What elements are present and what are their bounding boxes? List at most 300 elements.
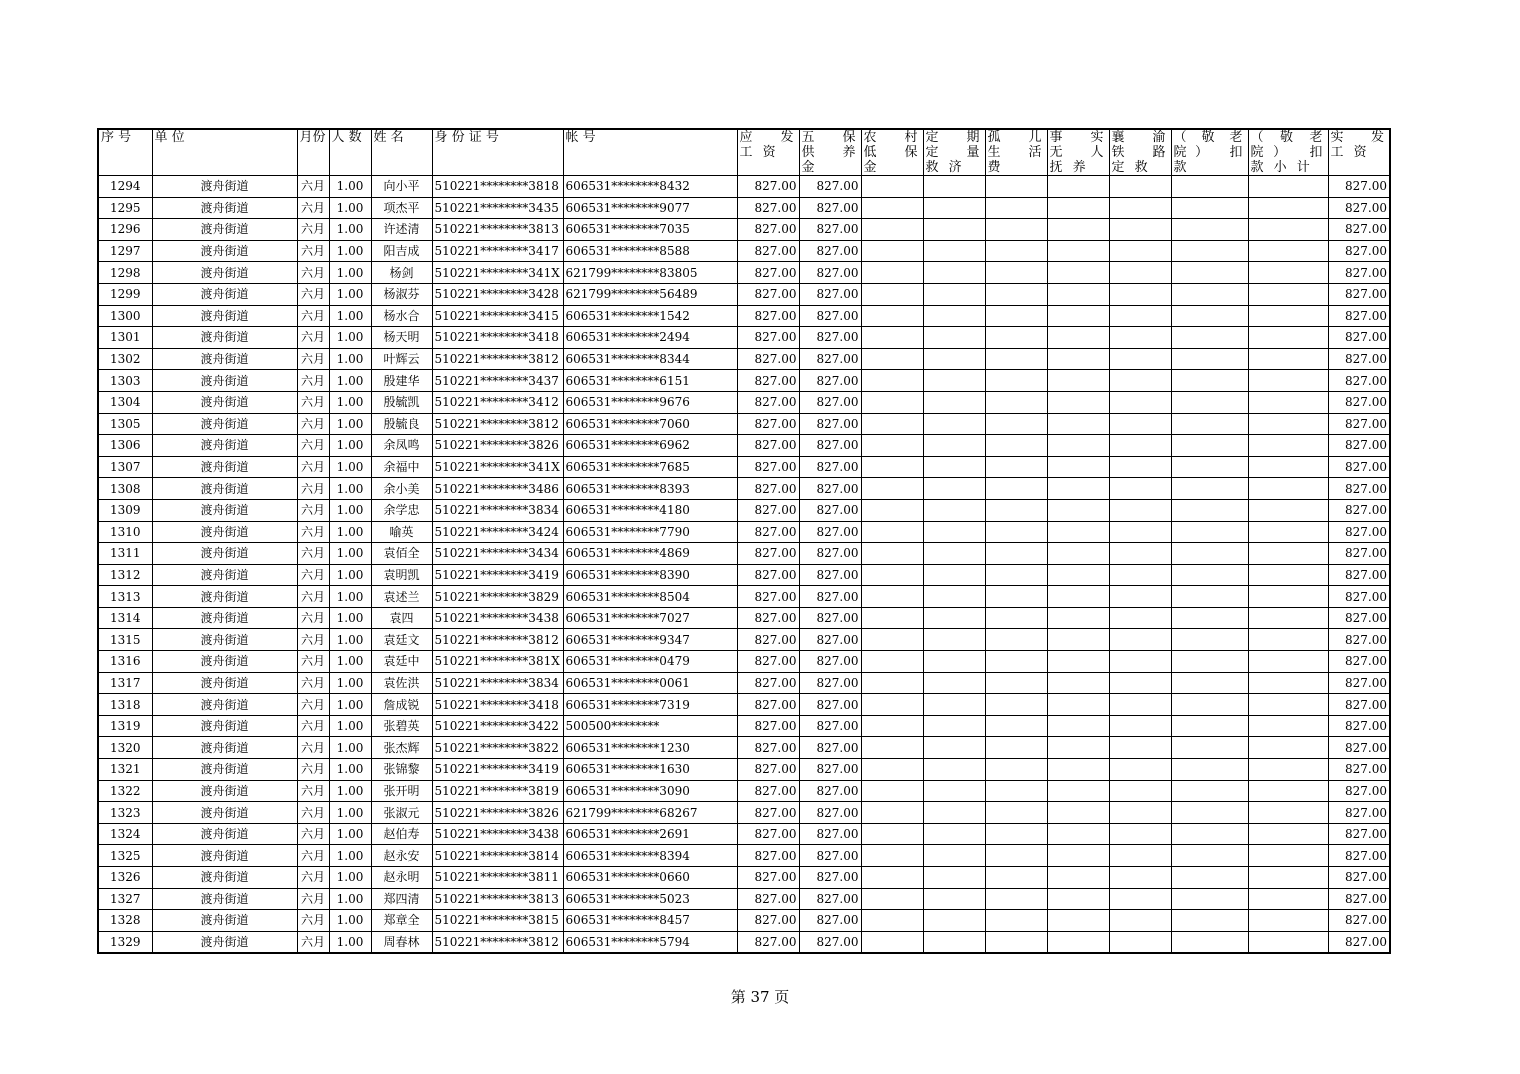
cell-deduct-subtotal bbox=[1248, 327, 1328, 349]
cell-railway bbox=[1109, 888, 1171, 910]
table-row bbox=[98, 543, 1390, 565]
cell-dingliang bbox=[923, 823, 985, 845]
cell-orphan bbox=[985, 802, 1047, 824]
cell-dibao bbox=[861, 672, 923, 694]
cell-count: 1.00 bbox=[329, 867, 371, 889]
cell-shishi bbox=[1047, 348, 1109, 370]
table-row bbox=[98, 413, 1390, 435]
cell-unit: 渡舟街道 bbox=[152, 305, 297, 327]
cell-month: 六月 bbox=[297, 262, 329, 284]
cell-net-pay: 827.00 bbox=[1328, 759, 1390, 781]
cell-dingliang bbox=[923, 672, 985, 694]
cell-name: 余福中 bbox=[371, 456, 432, 478]
cell-shishi bbox=[1047, 651, 1109, 673]
cell-name: 张锦黎 bbox=[371, 759, 432, 781]
cell-seq: 1328 bbox=[98, 910, 152, 932]
cell-id-card: 510221********3815 bbox=[432, 910, 563, 932]
cell-month: 六月 bbox=[297, 521, 329, 543]
cell-name: 殷建华 bbox=[371, 370, 432, 392]
cell-unit: 渡舟街道 bbox=[152, 780, 297, 802]
cell-railway bbox=[1109, 305, 1171, 327]
cell-railway bbox=[1109, 651, 1171, 673]
cell-name: 郑四清 bbox=[371, 888, 432, 910]
cell-dibao bbox=[861, 586, 923, 608]
cell-id-card: 510221********341X bbox=[432, 262, 563, 284]
cell-wubao: 827.00 bbox=[799, 370, 861, 392]
cell-deduct-subtotal bbox=[1248, 629, 1328, 651]
cell-deduct-subtotal bbox=[1248, 391, 1328, 413]
cell-wubao: 827.00 bbox=[799, 435, 861, 457]
cell-net-pay: 827.00 bbox=[1328, 262, 1390, 284]
cell-nursing-deduct bbox=[1171, 629, 1248, 651]
cell-id-card: 510221********3834 bbox=[432, 672, 563, 694]
cell-deduct-subtotal bbox=[1248, 499, 1328, 521]
cell-account: 606531********1230 bbox=[563, 737, 737, 759]
cell-deduct-subtotal bbox=[1248, 607, 1328, 629]
cell-month: 六月 bbox=[297, 176, 329, 198]
cell-count: 1.00 bbox=[329, 543, 371, 565]
cell-id-card: 510221********3438 bbox=[432, 823, 563, 845]
cell-count: 1.00 bbox=[329, 586, 371, 608]
cell-shishi bbox=[1047, 867, 1109, 889]
cell-wubao: 827.00 bbox=[799, 651, 861, 673]
header-due-pay: 应 发 工 资 bbox=[737, 129, 799, 176]
cell-dingliang bbox=[923, 888, 985, 910]
cell-nursing-deduct bbox=[1171, 176, 1248, 198]
cell-name: 袁四 bbox=[371, 607, 432, 629]
cell-deduct-subtotal bbox=[1248, 564, 1328, 586]
cell-month: 六月 bbox=[297, 737, 329, 759]
cell-account: 606531********8344 bbox=[563, 348, 737, 370]
cell-wubao: 827.00 bbox=[799, 802, 861, 824]
cell-id-card: 510221********3437 bbox=[432, 370, 563, 392]
cell-unit: 渡舟街道 bbox=[152, 413, 297, 435]
cell-orphan bbox=[985, 327, 1047, 349]
cell-net-pay: 827.00 bbox=[1328, 499, 1390, 521]
cell-railway bbox=[1109, 456, 1171, 478]
cell-name: 张杰辉 bbox=[371, 737, 432, 759]
cell-net-pay: 827.00 bbox=[1328, 327, 1390, 349]
cell-dingliang bbox=[923, 283, 985, 305]
cell-orphan bbox=[985, 780, 1047, 802]
cell-railway bbox=[1109, 629, 1171, 651]
cell-wubao: 827.00 bbox=[799, 521, 861, 543]
cell-name: 袁佐洪 bbox=[371, 672, 432, 694]
cell-wubao: 827.00 bbox=[799, 780, 861, 802]
cell-count: 1.00 bbox=[329, 910, 371, 932]
cell-dibao bbox=[861, 931, 923, 953]
cell-dibao bbox=[861, 715, 923, 737]
cell-id-card: 510221********3822 bbox=[432, 737, 563, 759]
cell-orphan bbox=[985, 219, 1047, 241]
cell-name: 郑章全 bbox=[371, 910, 432, 932]
cell-net-pay: 827.00 bbox=[1328, 931, 1390, 953]
cell-unit: 渡舟街道 bbox=[152, 543, 297, 565]
cell-month: 六月 bbox=[297, 564, 329, 586]
cell-due-pay: 827.00 bbox=[737, 651, 799, 673]
cell-dingliang bbox=[923, 521, 985, 543]
cell-deduct-subtotal bbox=[1248, 456, 1328, 478]
cell-id-card: 510221********3424 bbox=[432, 521, 563, 543]
cell-id-card: 510221********3438 bbox=[432, 607, 563, 629]
cell-account: 606531********2691 bbox=[563, 823, 737, 845]
cell-wubao: 827.00 bbox=[799, 823, 861, 845]
cell-count: 1.00 bbox=[329, 197, 371, 219]
cell-account: 606531********9347 bbox=[563, 629, 737, 651]
cell-account: 606531********8588 bbox=[563, 240, 737, 262]
cell-count: 1.00 bbox=[329, 305, 371, 327]
table-row bbox=[98, 694, 1390, 716]
cell-name: 杨天明 bbox=[371, 327, 432, 349]
cell-orphan bbox=[985, 521, 1047, 543]
cell-railway bbox=[1109, 759, 1171, 781]
cell-deduct-subtotal bbox=[1248, 348, 1328, 370]
cell-id-card: 510221********3818 bbox=[432, 176, 563, 198]
cell-nursing-deduct bbox=[1171, 694, 1248, 716]
table-row bbox=[98, 715, 1390, 737]
cell-orphan bbox=[985, 391, 1047, 413]
cell-due-pay: 827.00 bbox=[737, 456, 799, 478]
cell-account: 606531********5023 bbox=[563, 888, 737, 910]
cell-shishi bbox=[1047, 564, 1109, 586]
cell-month: 六月 bbox=[297, 456, 329, 478]
cell-account: 606531********7027 bbox=[563, 607, 737, 629]
cell-month: 六月 bbox=[297, 802, 329, 824]
cell-orphan bbox=[985, 694, 1047, 716]
cell-net-pay: 827.00 bbox=[1328, 348, 1390, 370]
cell-account: 606531********0479 bbox=[563, 651, 737, 673]
cell-nursing-deduct bbox=[1171, 564, 1248, 586]
header-orphan: 孤 儿 生 活 费 bbox=[985, 129, 1047, 176]
cell-month: 六月 bbox=[297, 780, 329, 802]
cell-wubao: 827.00 bbox=[799, 262, 861, 284]
cell-deduct-subtotal bbox=[1248, 651, 1328, 673]
cell-deduct-subtotal bbox=[1248, 521, 1328, 543]
cell-net-pay: 827.00 bbox=[1328, 737, 1390, 759]
cell-deduct-subtotal bbox=[1248, 867, 1328, 889]
cell-dibao bbox=[861, 327, 923, 349]
cell-deduct-subtotal bbox=[1248, 715, 1328, 737]
cell-net-pay: 827.00 bbox=[1328, 370, 1390, 392]
cell-nursing-deduct bbox=[1171, 607, 1248, 629]
cell-account: 606531********2494 bbox=[563, 327, 737, 349]
cell-nursing-deduct bbox=[1171, 348, 1248, 370]
cell-id-card: 510221********3834 bbox=[432, 499, 563, 521]
cell-dingliang bbox=[923, 327, 985, 349]
cell-month: 六月 bbox=[297, 672, 329, 694]
cell-due-pay: 827.00 bbox=[737, 240, 799, 262]
cell-dibao bbox=[861, 694, 923, 716]
cell-month: 六月 bbox=[297, 888, 329, 910]
cell-deduct-subtotal bbox=[1248, 543, 1328, 565]
cell-dingliang bbox=[923, 478, 985, 500]
cell-orphan bbox=[985, 931, 1047, 953]
cell-dibao bbox=[861, 780, 923, 802]
cell-month: 六月 bbox=[297, 586, 329, 608]
cell-dibao bbox=[861, 240, 923, 262]
cell-dibao bbox=[861, 607, 923, 629]
cell-account: 621799********83805 bbox=[563, 262, 737, 284]
cell-month: 六月 bbox=[297, 478, 329, 500]
cell-dibao bbox=[861, 737, 923, 759]
table-row bbox=[98, 888, 1390, 910]
cell-shishi bbox=[1047, 910, 1109, 932]
cell-dingliang bbox=[923, 931, 985, 953]
cell-count: 1.00 bbox=[329, 327, 371, 349]
cell-shishi bbox=[1047, 737, 1109, 759]
header-seq: 序 号 bbox=[98, 129, 152, 176]
cell-account: 606531********7035 bbox=[563, 219, 737, 241]
cell-month: 六月 bbox=[297, 629, 329, 651]
cell-wubao: 827.00 bbox=[799, 197, 861, 219]
cell-wubao: 827.00 bbox=[799, 564, 861, 586]
cell-nursing-deduct bbox=[1171, 543, 1248, 565]
cell-dingliang bbox=[923, 586, 985, 608]
cell-nursing-deduct bbox=[1171, 845, 1248, 867]
cell-deduct-subtotal bbox=[1248, 672, 1328, 694]
cell-orphan bbox=[985, 176, 1047, 198]
cell-month: 六月 bbox=[297, 715, 329, 737]
cell-id-card: 510221********3812 bbox=[432, 629, 563, 651]
cell-net-pay: 827.00 bbox=[1328, 435, 1390, 457]
cell-railway bbox=[1109, 262, 1171, 284]
cell-railway bbox=[1109, 413, 1171, 435]
cell-seq: 1310 bbox=[98, 521, 152, 543]
cell-dibao bbox=[861, 305, 923, 327]
cell-net-pay: 827.00 bbox=[1328, 672, 1390, 694]
cell-railway bbox=[1109, 435, 1171, 457]
cell-unit: 渡舟街道 bbox=[152, 607, 297, 629]
cell-shishi bbox=[1047, 197, 1109, 219]
cell-deduct-subtotal bbox=[1248, 219, 1328, 241]
cell-seq: 1296 bbox=[98, 219, 152, 241]
cell-account: 606531********5794 bbox=[563, 931, 737, 953]
cell-railway bbox=[1109, 694, 1171, 716]
cell-orphan bbox=[985, 456, 1047, 478]
cell-railway bbox=[1109, 715, 1171, 737]
cell-dibao bbox=[861, 478, 923, 500]
header-dibao: 农 村 低 保 金 bbox=[861, 129, 923, 176]
cell-count: 1.00 bbox=[329, 845, 371, 867]
cell-name: 赵永安 bbox=[371, 845, 432, 867]
cell-due-pay: 827.00 bbox=[737, 910, 799, 932]
cell-shishi bbox=[1047, 780, 1109, 802]
cell-count: 1.00 bbox=[329, 715, 371, 737]
table-row bbox=[98, 327, 1390, 349]
cell-nursing-deduct bbox=[1171, 931, 1248, 953]
table-row bbox=[98, 564, 1390, 586]
cell-shishi bbox=[1047, 629, 1109, 651]
cell-seq: 1309 bbox=[98, 499, 152, 521]
cell-orphan bbox=[985, 607, 1047, 629]
cell-unit: 渡舟街道 bbox=[152, 867, 297, 889]
cell-month: 六月 bbox=[297, 607, 329, 629]
cell-net-pay: 827.00 bbox=[1328, 521, 1390, 543]
cell-wubao: 827.00 bbox=[799, 931, 861, 953]
cell-wubao: 827.00 bbox=[799, 456, 861, 478]
cell-due-pay: 827.00 bbox=[737, 564, 799, 586]
cell-railway bbox=[1109, 521, 1171, 543]
cell-net-pay: 827.00 bbox=[1328, 283, 1390, 305]
cell-due-pay: 827.00 bbox=[737, 478, 799, 500]
table-row bbox=[98, 305, 1390, 327]
cell-dingliang bbox=[923, 629, 985, 651]
cell-count: 1.00 bbox=[329, 499, 371, 521]
cell-seq: 1329 bbox=[98, 931, 152, 953]
cell-railway bbox=[1109, 391, 1171, 413]
cell-account: 621799********56489 bbox=[563, 283, 737, 305]
cell-month: 六月 bbox=[297, 759, 329, 781]
cell-deduct-subtotal bbox=[1248, 370, 1328, 392]
cell-month: 六月 bbox=[297, 931, 329, 953]
cell-orphan bbox=[985, 543, 1047, 565]
cell-railway bbox=[1109, 910, 1171, 932]
cell-account: 606531********4180 bbox=[563, 499, 737, 521]
cell-wubao: 827.00 bbox=[799, 413, 861, 435]
cell-wubao: 827.00 bbox=[799, 759, 861, 781]
cell-deduct-subtotal bbox=[1248, 694, 1328, 716]
cell-count: 1.00 bbox=[329, 240, 371, 262]
cell-net-pay: 827.00 bbox=[1328, 543, 1390, 565]
cell-due-pay: 827.00 bbox=[737, 370, 799, 392]
table-row bbox=[98, 521, 1390, 543]
table-row bbox=[98, 435, 1390, 457]
cell-seq: 1325 bbox=[98, 845, 152, 867]
cell-month: 六月 bbox=[297, 694, 329, 716]
cell-id-card: 510221********3812 bbox=[432, 348, 563, 370]
cell-deduct-subtotal bbox=[1248, 197, 1328, 219]
cell-dibao bbox=[861, 543, 923, 565]
cell-seq: 1305 bbox=[98, 413, 152, 435]
cell-net-pay: 827.00 bbox=[1328, 586, 1390, 608]
cell-seq: 1322 bbox=[98, 780, 152, 802]
cell-month: 六月 bbox=[297, 240, 329, 262]
cell-count: 1.00 bbox=[329, 672, 371, 694]
cell-account: 621799********68267 bbox=[563, 802, 737, 824]
cell-due-pay: 827.00 bbox=[737, 823, 799, 845]
cell-nursing-deduct bbox=[1171, 283, 1248, 305]
cell-railway bbox=[1109, 780, 1171, 802]
cell-dingliang bbox=[923, 456, 985, 478]
cell-railway bbox=[1109, 370, 1171, 392]
cell-railway bbox=[1109, 327, 1171, 349]
cell-name: 周春林 bbox=[371, 931, 432, 953]
cell-shishi bbox=[1047, 176, 1109, 198]
table-row bbox=[98, 499, 1390, 521]
cell-count: 1.00 bbox=[329, 348, 371, 370]
cell-due-pay: 827.00 bbox=[737, 672, 799, 694]
cell-seq: 1298 bbox=[98, 262, 152, 284]
cell-id-card: 510221********3819 bbox=[432, 780, 563, 802]
cell-seq: 1308 bbox=[98, 478, 152, 500]
cell-month: 六月 bbox=[297, 391, 329, 413]
cell-account: 606531********6151 bbox=[563, 370, 737, 392]
cell-unit: 渡舟街道 bbox=[152, 737, 297, 759]
cell-seq: 1323 bbox=[98, 802, 152, 824]
cell-orphan bbox=[985, 737, 1047, 759]
cell-id-card: 510221********3417 bbox=[432, 240, 563, 262]
cell-dibao bbox=[861, 521, 923, 543]
cell-unit: 渡舟街道 bbox=[152, 348, 297, 370]
cell-dingliang bbox=[923, 370, 985, 392]
cell-dingliang bbox=[923, 219, 985, 241]
cell-unit: 渡舟街道 bbox=[152, 586, 297, 608]
cell-name: 杨水合 bbox=[371, 305, 432, 327]
cell-month: 六月 bbox=[297, 910, 329, 932]
cell-id-card: 510221********3486 bbox=[432, 478, 563, 500]
cell-unit: 渡舟街道 bbox=[152, 478, 297, 500]
cell-month: 六月 bbox=[297, 197, 329, 219]
cell-dingliang bbox=[923, 845, 985, 867]
cell-seq: 1303 bbox=[98, 370, 152, 392]
cell-railway bbox=[1109, 867, 1171, 889]
cell-dibao bbox=[861, 802, 923, 824]
cell-unit: 渡舟街道 bbox=[152, 176, 297, 198]
cell-wubao: 827.00 bbox=[799, 607, 861, 629]
table-row bbox=[98, 586, 1390, 608]
cell-unit: 渡舟街道 bbox=[152, 802, 297, 824]
cell-unit: 渡舟街道 bbox=[152, 219, 297, 241]
cell-wubao: 827.00 bbox=[799, 348, 861, 370]
cell-nursing-deduct bbox=[1171, 435, 1248, 457]
cell-id-card: 510221********381X bbox=[432, 651, 563, 673]
table-row bbox=[98, 672, 1390, 694]
cell-net-pay: 827.00 bbox=[1328, 780, 1390, 802]
cell-nursing-deduct bbox=[1171, 197, 1248, 219]
cell-shishi bbox=[1047, 435, 1109, 457]
cell-dingliang bbox=[923, 737, 985, 759]
cell-account: 606531********9077 bbox=[563, 197, 737, 219]
cell-nursing-deduct bbox=[1171, 456, 1248, 478]
cell-dibao bbox=[861, 413, 923, 435]
cell-name: 袁廷文 bbox=[371, 629, 432, 651]
cell-deduct-subtotal bbox=[1248, 888, 1328, 910]
cell-count: 1.00 bbox=[329, 478, 371, 500]
cell-count: 1.00 bbox=[329, 888, 371, 910]
cell-orphan bbox=[985, 651, 1047, 673]
cell-dingliang bbox=[923, 564, 985, 586]
cell-month: 六月 bbox=[297, 283, 329, 305]
cell-wubao: 827.00 bbox=[799, 499, 861, 521]
cell-dibao bbox=[861, 867, 923, 889]
header-account: 帐 号 bbox=[563, 129, 737, 176]
cell-dibao bbox=[861, 564, 923, 586]
cell-nursing-deduct bbox=[1171, 262, 1248, 284]
cell-deduct-subtotal bbox=[1248, 737, 1328, 759]
cell-count: 1.00 bbox=[329, 823, 371, 845]
cell-net-pay: 827.00 bbox=[1328, 802, 1390, 824]
cell-dibao bbox=[861, 283, 923, 305]
cell-dingliang bbox=[923, 435, 985, 457]
cell-due-pay: 827.00 bbox=[737, 305, 799, 327]
cell-dibao bbox=[861, 370, 923, 392]
cell-unit: 渡舟街道 bbox=[152, 391, 297, 413]
cell-deduct-subtotal bbox=[1248, 586, 1328, 608]
cell-dingliang bbox=[923, 780, 985, 802]
cell-shishi bbox=[1047, 845, 1109, 867]
cell-shishi bbox=[1047, 672, 1109, 694]
cell-dibao bbox=[861, 910, 923, 932]
cell-railway bbox=[1109, 802, 1171, 824]
cell-shishi bbox=[1047, 370, 1109, 392]
cell-dingliang bbox=[923, 499, 985, 521]
cell-nursing-deduct bbox=[1171, 478, 1248, 500]
cell-nursing-deduct bbox=[1171, 499, 1248, 521]
cell-due-pay: 827.00 bbox=[737, 888, 799, 910]
cell-month: 六月 bbox=[297, 499, 329, 521]
cell-unit: 渡舟街道 bbox=[152, 845, 297, 867]
cell-wubao: 827.00 bbox=[799, 845, 861, 867]
